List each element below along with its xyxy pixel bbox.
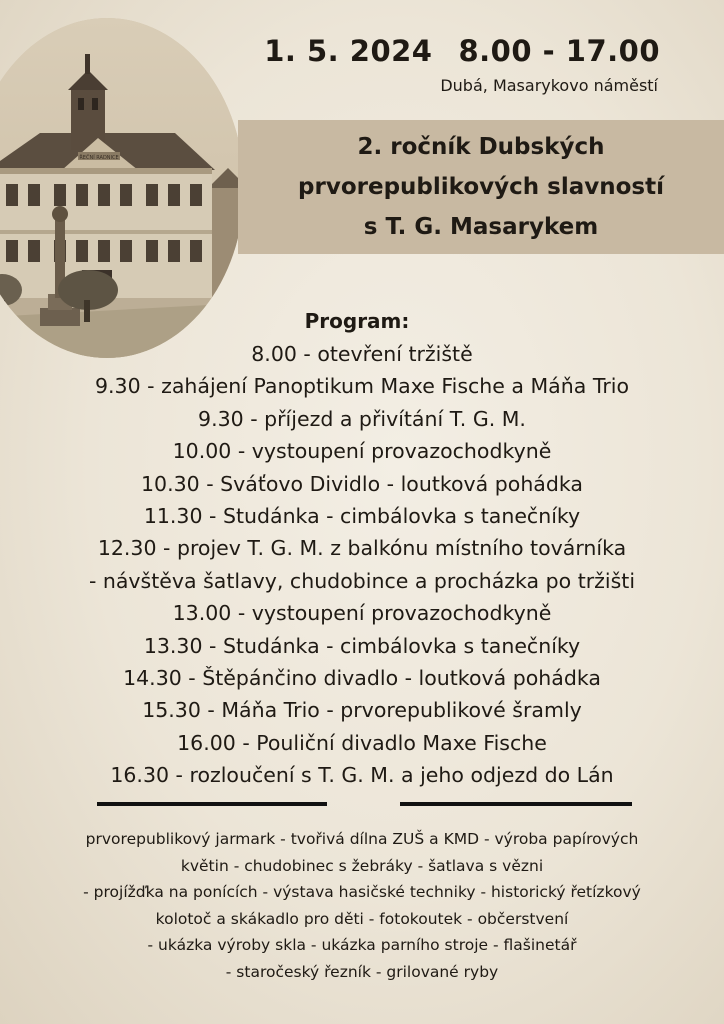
event-date-time xyxy=(262,34,660,68)
event-time: 8.00 - 17.00 xyxy=(458,34,660,68)
divider-right xyxy=(400,802,632,806)
extras-line: - projížďka na ponících - výstava hasičské techniky - historický řetízkový xyxy=(83,883,641,901)
extras-line: - ukázka výroby skla - ukázka parního stroje - flašinetář xyxy=(147,936,577,954)
town-hall-photo xyxy=(0,18,244,358)
program-item: 9.30 - příjezd a přivítání T. G. M. xyxy=(198,406,526,431)
program-item: 16.30 - rozloučení s T. G. M. a jeho odjezd do Lán xyxy=(110,763,614,788)
program-item: 14.30 - Štěpánčino divadlo - loutková pohádka xyxy=(123,666,601,691)
event-place: Dubá, Masarykovo náměstí xyxy=(440,76,658,95)
program-heading xyxy=(0,309,724,333)
event-title-line: s T. G. Masarykem xyxy=(363,214,599,240)
event-title-line: prvorepublikových slavností xyxy=(298,174,664,200)
program-item: 10.00 - vystoupení provazochodkyně xyxy=(172,439,552,464)
extras-line: prvorepublikový jarmark - tvořivá dílna ZUŠ a KMD - výroba papírových xyxy=(85,830,639,848)
event-date: 1. 5. 2024 xyxy=(264,34,433,68)
program-item: 8.00 - otevření tržiště xyxy=(251,342,473,366)
program-item: 11.30 - Studánka - cimbálovka s tanečníky xyxy=(143,504,581,529)
program-list xyxy=(0,338,724,792)
town-hall-illustration xyxy=(0,18,244,358)
photo-sign-text: ŘEČNÍ RADNICE xyxy=(79,155,119,161)
extras-line: - staročeský řezník - grilované ryby xyxy=(225,962,499,981)
extras-list xyxy=(0,826,724,985)
program-item: 13.00 - vystoupení provazochodkyně xyxy=(172,601,552,626)
event-title-line: 2. ročník Dubských xyxy=(357,134,605,160)
program-item: 13.30 - Studánka - cimbálovka s tanečníky xyxy=(143,633,581,658)
extras-line: kolotoč a skákadlo pro děti - fotokoutek - občerstvení xyxy=(155,909,569,928)
program-heading-text: Program: xyxy=(304,309,410,333)
program-item: 10.30 - Sváťovo Dividlo - loutková pohádka xyxy=(141,471,583,496)
event-title xyxy=(238,127,724,247)
program-item: 15.30 - Máňa Trio - prvorepublikové šramly xyxy=(142,698,582,723)
divider-left xyxy=(97,802,327,806)
program-item: - návštěva šatlavy, chudobince a procházka po tržišti xyxy=(88,568,636,593)
program-item: 9.30 - zahájení Panoptikum Maxe Fische a Máňa Trio xyxy=(95,374,629,399)
program-item: 12.30 - projev T. G. M. z balkónu místního továrníka xyxy=(97,536,627,561)
program-item: 16.00 - Pouliční divadlo Maxe Fische xyxy=(177,730,547,755)
extras-line: květin - chudobinec s žebráky - šatlava s vězni xyxy=(180,856,544,875)
